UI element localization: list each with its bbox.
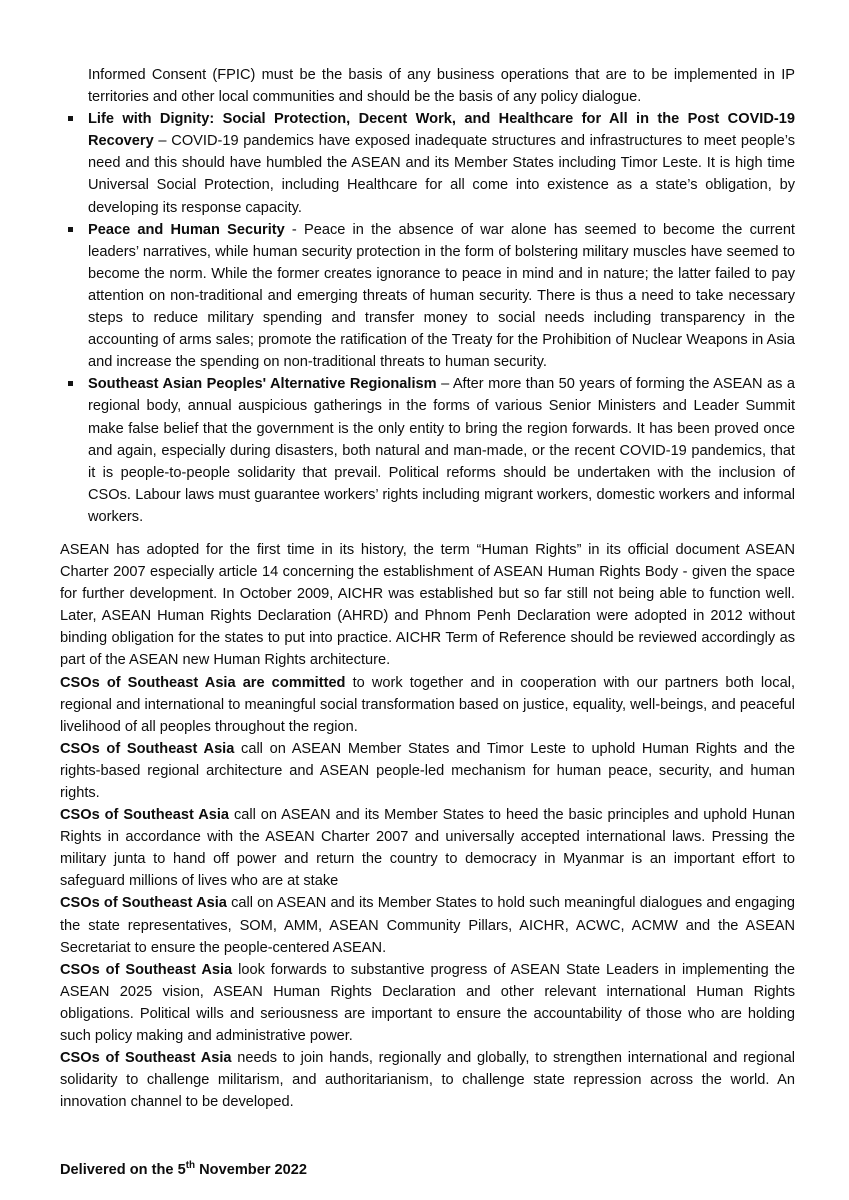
asean-charter-paragraph: ASEAN has adopted for the first time in its history, the term “Human Rights” in its official document ASEAN Charter 2007 especially article 14 concerning the establishment of ASEAN Human Rights Body - given the space for further development. In October 2009, AICHR was established but so far still not being able to function well. Later, ASEAN Human Rights Declaration (AHRD) and Phnom Penh Declaration were adopted in 2012 without binding obligation for the states to put into practice. AICHR Term of Reference should be reviewed accordingly as part of the ASEAN new Human Rights architecture. xyxy=(60,541,795,669)
list-item-heading: Southeast Asian Peoples' Alternative Regionalism xyxy=(88,376,437,393)
list-item xyxy=(60,219,795,374)
square-bullet-icon xyxy=(68,219,74,241)
cso-paragraph-body: needs to join hands, regionally and globally, to strengthen international and regional solidarity to challenge militarism, and authoritarianism, to challenge state repression across the world. An innovation channel to be developed. xyxy=(60,1050,795,1111)
list-item xyxy=(60,108,795,218)
cso-paragraph-vision-2025 xyxy=(60,959,795,1047)
list-item-body: After more than 50 years of forming the ASEAN as a regional body, annual auspicious gatherings in the forms of various Senior Ministers and Leader Summit make false belief that the government is the only entity to bring the region forwards. It has been proved once and again, especially during disasters, both natural and man-made, or the recent COVID-19 pandemics, that it is people-to-people solidarity that prevail. Political reforms should be undertaken with the inclusion of CSOs. Labour laws must guarantee workers’ rights including migrant workers, domestic workers and informal workers. xyxy=(88,376,795,525)
cso-paragraph-dialogues xyxy=(60,892,795,958)
principles-bullet-list xyxy=(60,108,795,528)
list-item xyxy=(60,373,795,528)
cso-paragraph-body: call on ASEAN and its Member States to hold such meaningful dialogues and engaging the state representatives, SOM, AMM, ASEAN Community Pillars, AICHR, ACWC, ACMW and the ASEAN Secretariat to ensure the people-centered ASEAN. xyxy=(60,895,795,956)
cso-paragraph-lead: CSOs of Southeast Asia are committed xyxy=(60,674,346,691)
cso-paragraph-body: to work together and in cooperation with our partners both local, regional and international to meaningful social transformation based on justice, equality, well-beings, and peaceful livelihood of all peoples throughout the region. xyxy=(60,674,795,735)
cso-paragraph-lead: CSOs of Southeast Asia xyxy=(60,1050,232,1067)
ordinal-suffix: th xyxy=(185,1160,196,1172)
delivery-date-suffix: November 2022 xyxy=(195,1162,308,1179)
list-item-heading: Life with Dignity: Social Protection, Decent Work, and Healthcare for All in the Post COVID-19 Recovery xyxy=(88,111,795,150)
cso-paragraph-myanmar xyxy=(60,804,795,892)
cso-paragraph-solidarity xyxy=(60,1047,795,1113)
cso-paragraph-lead: CSOs of Southeast Asia xyxy=(60,961,233,978)
cso-paragraph-body: call on ASEAN Member States and Timor Leste to uphold Human Rights and the rights-based regional architecture and ASEAN people-led mechanism for human peace, security, and human rights. xyxy=(60,740,795,801)
cso-paragraph-lead: CSOs of Southeast Asia xyxy=(60,895,227,912)
intro-paragraph: Informed Consent (FPIC) must be the basis of any business operations that are to be implemented in IP territories and other local communities and should be the basis of any policy dialogue. xyxy=(88,67,795,106)
list-item-separator: - xyxy=(284,221,304,238)
document-body xyxy=(60,64,795,1196)
cso-paragraph-lead: CSOs of Southeast Asia xyxy=(60,807,230,824)
cso-paragraph-committed xyxy=(60,672,795,738)
cso-paragraph-body: look forwards to substantive progress of ASEAN State Leaders in implementing the ASEAN 2025 vision, ASEAN Human Rights Declaration and other relevant international Human Rights obligations. Political wills and seriousness are important to ensure the accountability of those who are holding such policy making and administrative power. xyxy=(60,961,795,1045)
list-item-heading: Peace and Human Security xyxy=(88,221,285,238)
cso-paragraph-body: call on ASEAN and its Member States to heed the basic principles and uphold Hunan Rights in accordance with the ASEAN Charter 2007 and universally accepted international laws. Pressing the military junta to hand off power and return the country to democracy in Myanmar is an important effort to safeguard millions of lives who are at stake xyxy=(60,807,795,890)
square-bullet-icon xyxy=(68,108,74,130)
list-item-body: Peace in the absence of war alone has seemed to become the current leaders’ narratives, while human security protection in the form of bolstering military muscles have seemed to become the norm. While the former creates ignorance to peace in mind and in nature; the latter failed to pay attention on non-traditional and emerging threats of human security. There is thus a need to take necessary steps to reduce military spending and transfer money to social needs including transparency in the accounting of arms sales; promote the ratification of the Treaty for the Prohibition of Nuclear Weapons in Asia and increase the spending on non-traditional threats to human security. xyxy=(88,221,795,371)
cso-paragraph-lead: CSOs of Southeast Asia xyxy=(60,740,235,757)
list-item-body: COVID-19 pandemics have exposed inadequate structures and infrastructures to meet people’s need and this should have humbled the ASEAN and its Member States including Timor Leste. It is high time Universal Social Protection, including Healthcare for all come into existence as a state’s obligation, by developing its response capacity. xyxy=(88,133,795,216)
delivery-date-line xyxy=(60,1159,795,1181)
delivery-date-prefix: Delivered on the 5 xyxy=(60,1162,186,1179)
list-item-separator: – xyxy=(436,376,453,393)
square-bullet-icon xyxy=(68,373,74,395)
cso-paragraph-member-states xyxy=(60,738,795,804)
list-item-separator: – xyxy=(153,133,172,150)
